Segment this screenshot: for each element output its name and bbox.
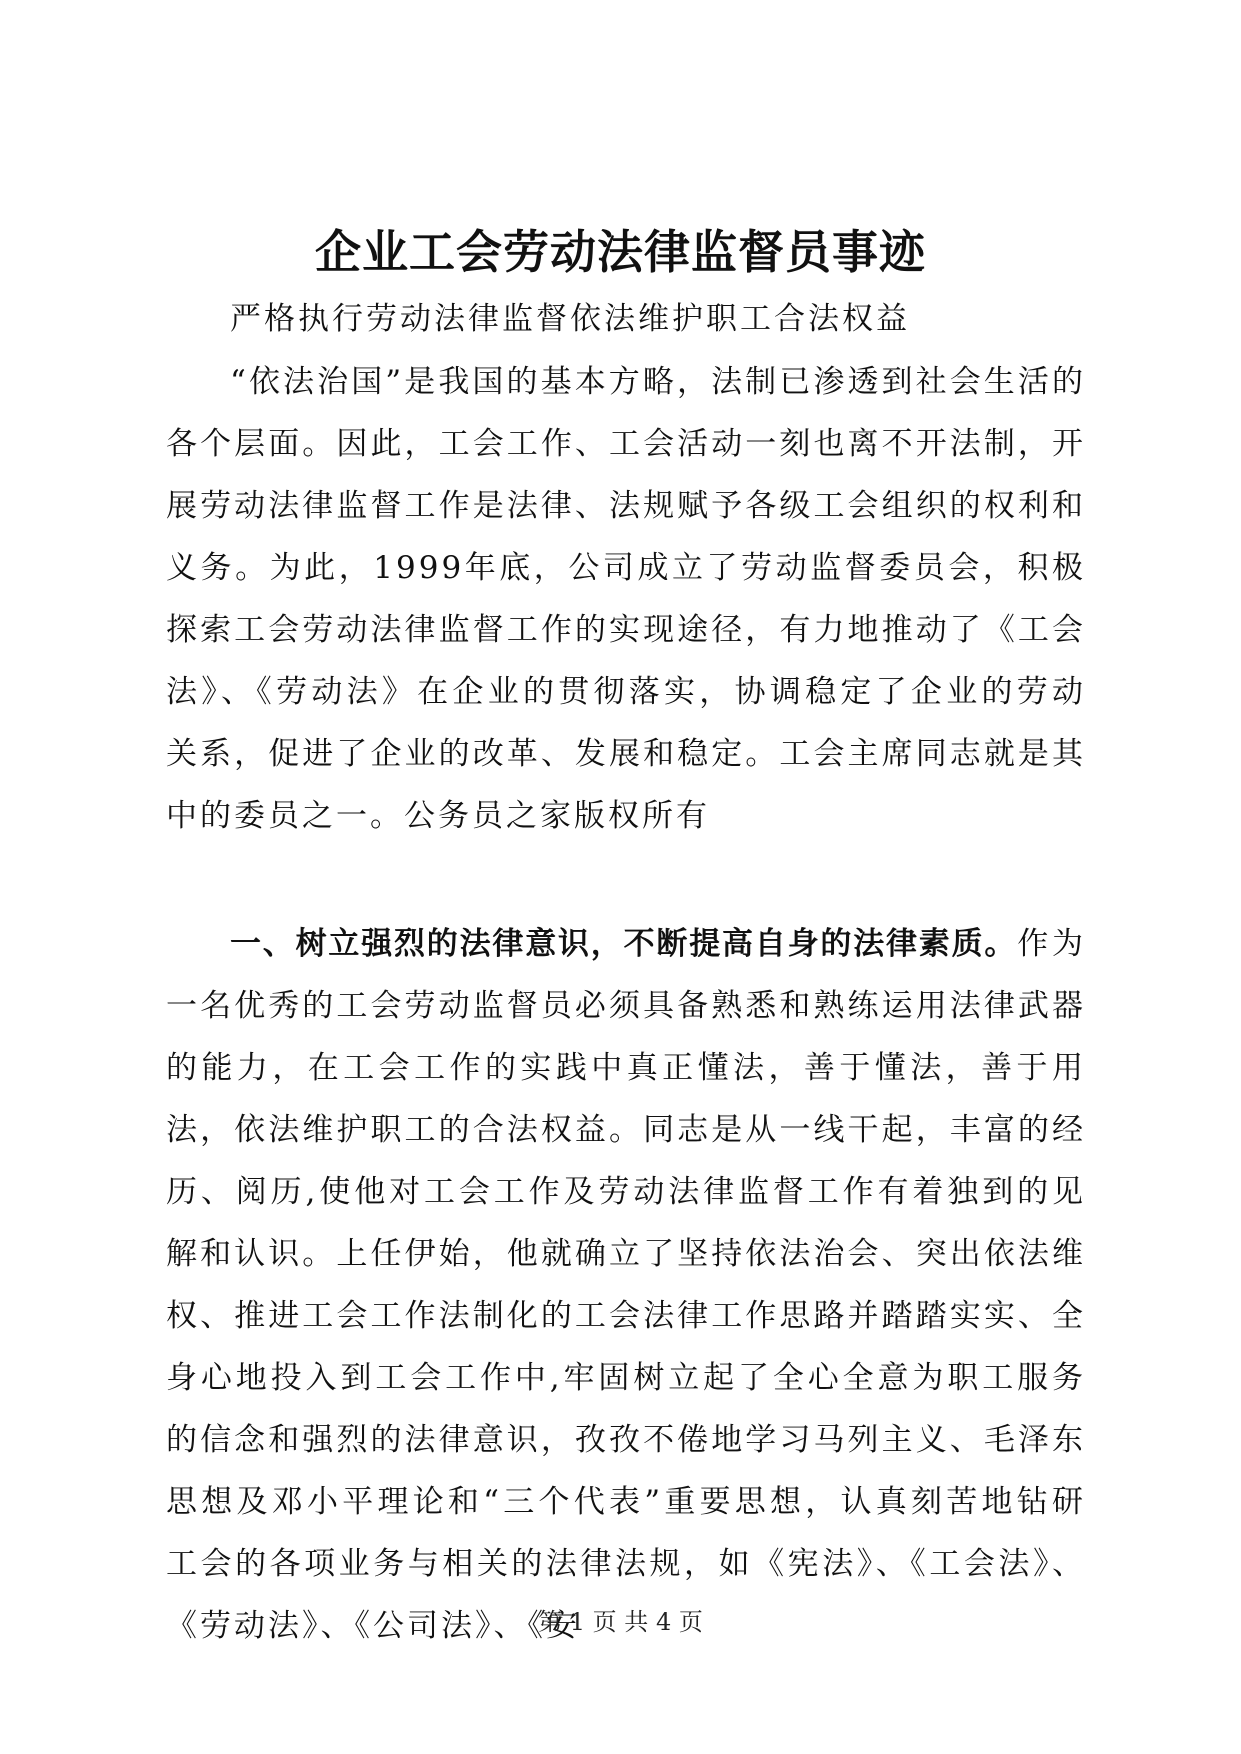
paragraph-intro: “依法治国”是我国的基本方略，法制已渗透到社会生活的各个层面。因此，工会工作、工会活动一刻也离不开法制，开展劳动法律监督工作是法律、法规赋予各级工会组织的权利和义务。为此，1999年底，公司成立了劳动监督委员会，积极探索工会劳动法律监督工作的实现途径，有力地推动了《工会法》、《劳动法》在企业的贯彻落实，协调稳定了企业的劳动关系，促进了企业的改革、发展和稳定。工会主席同志就是其中的委员之一。公务员之家版权所有 [166, 364, 1086, 834]
section-one-body: 作为一名优秀的工会劳动监督员必须具备熟悉和熟练运用法律武器的能力，在工会工作的实践中真正懂法，善于懂法，善于用法，依法维护职工的合法权益。同志是从一线干起，丰富的经历、阅历,使他对工会工作及劳动法律监督工作有着独到的见解和认识。上任伊始，他就确立了坚持依法治会、突出依法维权、推进工会工作法制化的工会法律工作思路并踏踏实实、全身心地投入到工会工作中,牢固树立起了全心全意为职工服务的信念和强烈的法律意识，孜孜不倦地学习马列主义、毛泽东思想及邓小平理论和“三个代表”重要思想，认真刻苦地钻研工会的各项业务与相关的法律法规，如《宪法》、《工会法》、《劳动法》、《公司法》、《安 [166, 926, 1087, 1644]
paragraph-section-one [166, 913, 1086, 1657]
document-subtitle: 严格执行劳动法律监督依法维护职工合法权益 [230, 301, 910, 337]
page-number-footer: 第 1 页 共 4 页 [538, 1608, 703, 1636]
document-title: 企业工会劳动法律监督员事迹 [315, 225, 926, 279]
section-one-heading: 一、树立强烈的法律意识，不断提高自身的法律素质。 [230, 926, 1018, 962]
